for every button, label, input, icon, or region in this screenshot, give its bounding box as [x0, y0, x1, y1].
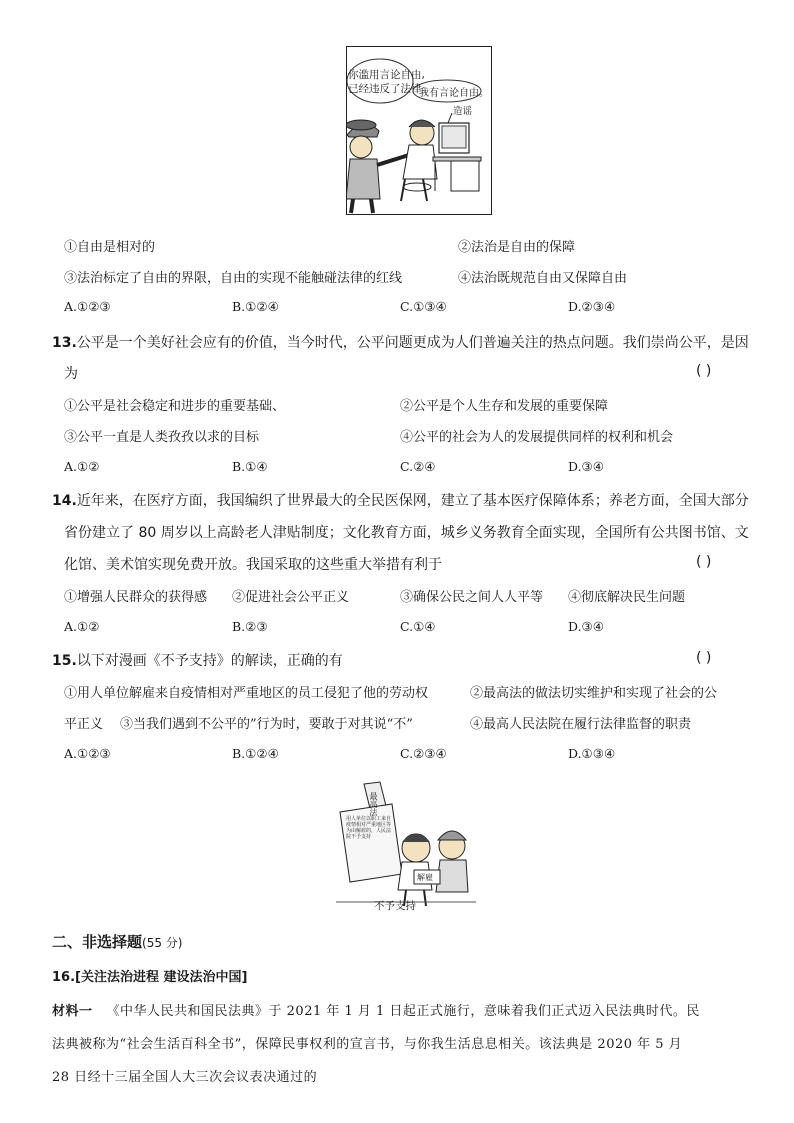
q15-statement-3: ③当我们遇到不公平的”行为时，要敢于对其说“不”	[120, 717, 413, 732]
q14-option-c[interactable]: C.①④	[400, 619, 436, 634]
q15-number: 15.	[52, 653, 77, 669]
bubble-left-line2: 已经违反了法律。	[348, 83, 432, 95]
q12-statement-4: ④法治既规范自由又保障自由	[458, 271, 628, 286]
q13-number: 13.	[52, 335, 77, 351]
q15-option-a[interactable]: A.①②③	[64, 746, 111, 761]
q15-statement-1: ①用人单位解雇来自疫情相对严重地区的员工侵犯了他的劳动权	[64, 686, 429, 701]
section-title: 二、非选择题	[52, 933, 143, 951]
q13-stem-line2: 为	[64, 366, 78, 382]
q13-statement-2: ②公平是个人生存和发展的重要保障	[400, 399, 609, 414]
q14-stem-text: 近年来，在医疗方面，我国编织了世界最大的全民医保网，建立了基本医疗保障体系；养老方面，全国大部分	[76, 493, 749, 509]
q14-stem-line2: 省份建立了 80 周岁以上高龄老人津贴制度；文化教育方面，城乡义务教育全面实现，全国所有公共图书馆、文	[64, 525, 749, 541]
cartoon-free-speech	[346, 46, 492, 215]
q14-answer-bracket[interactable]: ( )	[696, 554, 712, 570]
q13-statement-1: ①公平是社会稳定和进步的重要基础、	[64, 399, 286, 414]
q13-option-a[interactable]: A.①②	[64, 459, 100, 474]
cartoon-not-supported-drawing	[336, 780, 476, 914]
bubble-right-text: 我有言论自由。	[419, 88, 489, 99]
q13-statement-4: ④公平的社会为人的发展提供同样的权利和机会	[400, 430, 674, 445]
rumor-tag: 造谣	[453, 106, 473, 117]
supreme-court-stamp: 最高法	[369, 792, 378, 816]
q15-stem-text: 以下对漫画《不予支持》的解读，正确的有	[76, 653, 343, 669]
q14-statement-2: ②促进社会公平正义	[232, 590, 350, 605]
q15-statement-2-part1: ②最高法的做法切实维护和实现了社会的公	[470, 686, 718, 701]
q14-option-b[interactable]: B.②③	[232, 619, 268, 634]
cartoon-not-supported	[336, 780, 476, 914]
section-score: (55 分)	[142, 936, 183, 950]
q13-option-d[interactable]: D.③④	[568, 459, 604, 474]
q13-stem-text: 公平是一个美好社会应有的价值，当今时代，公平问题更成为人们普遍关注的热点问题。我们崇尚公平，是因	[76, 335, 749, 351]
q13-option-c[interactable]: C.②④	[400, 459, 436, 474]
cartoon-caption: 不予支持	[374, 900, 416, 912]
q14-statement-3: ③确保公民之间人人平等	[400, 590, 544, 605]
q14-number: 14.	[52, 493, 77, 509]
q12-statement-3: ③法治标定了自由的界限，自由的实现不能触碰法律的红线	[64, 271, 403, 286]
q16-material-line1	[52, 1000, 700, 1019]
q16-material-line2: 法典被称为“社会生活百科全书”，保障民事权利的宣言书，与你我生活息息相关。该法典是 2020 年 5 月	[52, 1037, 683, 1052]
q14-stem-line3: 化馆、美术馆实现免费开放。我国采取的这些重大举措有利于	[64, 557, 442, 573]
court-document-text: 用人单位以职工来自疫情相对严重地区等为由解雇的，人民法院不予支持	[346, 816, 392, 840]
bubble-left-line1: 你滥用言论自由,	[348, 69, 425, 81]
q15-stem-line1	[52, 650, 343, 670]
q13-statement-3: ③公平一直是人类孜孜以求的目标	[64, 430, 260, 445]
q16-title: 16.[关注法治进程 建设法治中国]	[52, 970, 248, 985]
q12-option-a[interactable]: A.①②③	[64, 299, 111, 314]
q16-material-label: 材料一	[52, 1004, 93, 1019]
q14-option-d[interactable]: D.③④	[568, 619, 604, 634]
q14-stem-line1	[52, 490, 749, 510]
q15-option-c[interactable]: C.②③④	[400, 746, 447, 761]
q14-statement-4: ④彻底解决民生问题	[568, 590, 686, 605]
q13-answer-bracket[interactable]: ( )	[696, 363, 712, 379]
q15-option-b[interactable]: B.①②④	[232, 746, 279, 761]
q14-statement-1: ①增强人民群众的获得感	[64, 590, 208, 605]
q14-option-a[interactable]: A.①②	[64, 619, 100, 634]
section-title-non-choice	[52, 931, 182, 952]
q12-statement-1: ①自由是相对的	[64, 240, 156, 255]
q13-option-b[interactable]: B.①④	[232, 459, 268, 474]
q15-statement-4: ④最高人民法院在履行法律监督的职责	[470, 717, 692, 732]
q12-option-b[interactable]: B.①②④	[232, 299, 279, 314]
q16-material-text-1: 《中华人民共和国民法典》于 2021 年 1 月 1 日起正式施行，意味着我们正式迈入民法典时代。民	[106, 1004, 700, 1019]
q15-statement-2-part2: 平正义	[64, 717, 104, 732]
q12-option-d[interactable]: D.②③④	[568, 299, 616, 314]
q15-option-d[interactable]: D.①③④	[568, 746, 616, 761]
q16-material-line3: 28 日经十三届全国人大三次会议表决通过的	[52, 1070, 318, 1085]
q12-option-c[interactable]: C.①③④	[400, 299, 447, 314]
q12-statement-2: ②法治是自由的保障	[458, 240, 576, 255]
q13-stem-line1	[52, 332, 749, 352]
fire-label: 解雇	[417, 873, 433, 882]
q15-answer-bracket[interactable]: ( )	[696, 650, 712, 666]
